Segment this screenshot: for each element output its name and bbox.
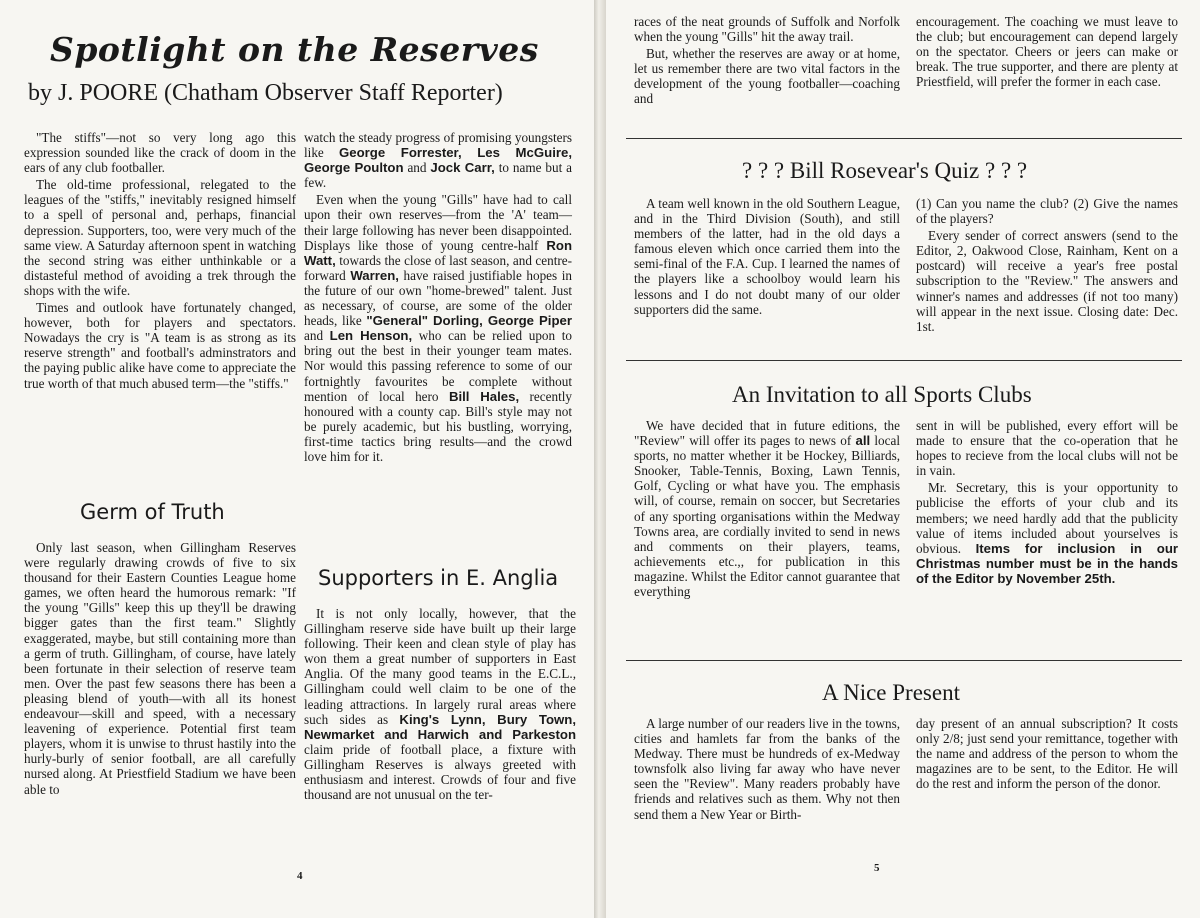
text-run: and bbox=[304, 328, 330, 344]
byline: by J. POORE (Chatham Observer Staff Reporter) bbox=[28, 80, 503, 106]
anglia-column bbox=[304, 606, 576, 804]
invitation-heading: An Invitation to all Sports Clubs bbox=[732, 382, 1032, 407]
text-run: It is not only locally, however, that the Gillingham reserve side have built up their large following. Their keen and clean style of play has won them a great number of supporters in East Anglia. Of the many good teams in the E.C.L., Gillingham could well claim to be one of the leading attractions. In largely rural areas where such sides as bbox=[304, 606, 576, 727]
present-paragraph: A large number of our readers live in the towns, cities and hamlets far from the banks of the Medway. There must be hundreds of ex-Medway townsfolk also living far away who have never seen the "Review". Many readers probably have friends and relatives such as them. Why not then send them a New Year or Birth- bbox=[634, 716, 900, 822]
column-two bbox=[304, 130, 572, 466]
spine-gutter bbox=[594, 0, 606, 918]
present-column-left bbox=[634, 716, 900, 824]
text-run: recently honoured with a county cap. Bill's style may not be purely academic, but his bustling, worrying, first-time tactics bring results—and the crowd love him for it. bbox=[304, 388, 572, 464]
germ-column bbox=[24, 540, 296, 799]
text-run: claim pride of football place, a fixture with Gillingham Reserves is always greeted with enthusiasm and interest. Crowds of four and five thousand are not unusual on the ter- bbox=[304, 741, 576, 803]
text-run: Even when the young "Gills" have had to call upon their own reserves—from the 'A' team—their large following has never been disappointed. Displays like those of young centre-half bbox=[304, 192, 572, 253]
quiz-column-right bbox=[916, 196, 1178, 336]
player-name: Warren, bbox=[350, 267, 399, 283]
text-run: to name but a few. bbox=[304, 160, 572, 191]
text-run: local sports, no matter whether it be Hockey, Billiards, Snooker, Table-Tennis, Boxing, Lawn Tennis, Golf, Cycling or what have you. The emphasis will, of course, remain on soccer, but Secretaries of any sporting organisations within the Medway Towns area, are cordially invited to send in news and comments on their players, teams, achievements etc.,, for publication in this magazine. Whilst the Editor cannot guarantee that everything bbox=[634, 433, 900, 600]
invitation-column-left bbox=[634, 418, 900, 601]
present-heading: A Nice Present bbox=[822, 680, 960, 705]
present-column-right bbox=[916, 716, 1178, 793]
text-run: and bbox=[403, 160, 431, 176]
invitation-column-right bbox=[916, 418, 1178, 588]
text-run: towards the close of last season, and centre-forward bbox=[304, 252, 572, 283]
continued-column-right bbox=[916, 14, 1178, 91]
germ-heading: Germ of Truth bbox=[80, 500, 225, 524]
continued-paragraph: races of the neat grounds of Suffolk and Norfolk when the young "Gills" hit the away trail. bbox=[634, 14, 900, 45]
text-run: We have decided that in future editions, the "Review" will offer its pages to news of bbox=[634, 418, 900, 449]
quiz-paragraph: A team well known in the old Southern League, and in the Third Division (South), and still members of the latter, had in the old days a famous eleven which once carried them into the semi-final of the F.A. Cup. I learned the names of the players like a schoolboy would learn his lessons and I do not doubt many of our older supporters did the same. bbox=[634, 196, 900, 317]
intro-paragraph: The old-time professional, relegated to the leagues of the "stiffs," inevitably resigned himself to a spell of personal and, perhaps, financial depression. Supporters, too, were very much of the same view. A Saturday afternoon spent in watching the second string was either unthinkable or a distasteful method of avoiding a trek through the shops with the wife. bbox=[24, 177, 296, 298]
quiz-heading: ? ? ? Bill Rosevear's Quiz ? ? ? bbox=[742, 158, 1028, 183]
page-number: 4 bbox=[297, 870, 303, 882]
club-names: King's Lynn, Bury Town, Newmarket and Harwich and Parkeston bbox=[304, 711, 576, 742]
player-name: Ron Watt, bbox=[304, 237, 572, 268]
player-name: Len Henson, bbox=[329, 328, 413, 344]
anglia-paragraph bbox=[304, 606, 576, 802]
text-run: have raised justifiable hopes in the future of our own "home-brewed" talent. Just as necessary, of course, are some of the older heads, like bbox=[304, 267, 572, 329]
present-paragraph: day present of an annual subscription? It costs only 2/8; just send your remittance, together with the name and address of the person to whom the magazines are to be sent, to the Editor. He will do the rest and inform the person of the donor. bbox=[916, 716, 1178, 792]
right-page bbox=[606, 0, 1200, 918]
section-divider bbox=[626, 138, 1182, 139]
left-page bbox=[0, 0, 594, 918]
invitation-paragraph: sent in will be published, every effort will be made to ensure that the co-operation that he hopes to recieve from the local clubs will not be in vain. bbox=[916, 418, 1178, 479]
continued-paragraph: But, whether the reserves are away or at home, let us remember there are two vital factors in the development of the young footballer—coaching and bbox=[634, 46, 900, 107]
intro-paragraph: "The stiffs"—not so very long ago this expression sounded like the crack of doom in the ears of any club footballer. bbox=[24, 130, 296, 176]
quiz-column-left bbox=[634, 196, 900, 319]
intro-paragraph: Times and outlook have fortunately changed, however, both for players and spectators. Nowadays the cry is "A team is as strong as its reserve strength" and football's adminstrators and the paying public alike have come to appreciate the true worth of that much abused term—the "stiffs." bbox=[24, 300, 296, 391]
quiz-paragraph: Every sender of correct answers (send to the Editor, 2, Oakwood Close, Rainham, Kent on a postcard) will receive a year's free postal subscription to the "Review." The answers and winner's names and addresses (if not too many) will appear in the next issue. Closing date: Dec. 1st. bbox=[916, 228, 1178, 334]
player-name: Bill Hales, bbox=[448, 388, 520, 404]
player-names: George Forrester, Les McGuire, George Poulton bbox=[304, 145, 572, 176]
germ-paragraph: Only last season, when Gillingham Reserves were regularly drawing crowds of five to six thousand for their Eastern Counties League home games, we often heard the humorous remark: "If the young "Gills" keep this up they'll be drawing bigger gates than the first team." Slightly exaggerated, maybe, but still containing more than a germ of truth. Gillingham, of course, have lately been fortunate in their selection of reserve team men. Over the past few seasons there has been a pleasing blend of youth—with all its honest endeavour—skill and speed, with a necessary leavening of experience. Potential first team players, whom it is unwise to thrust hastily into the hurly-burly of senior football, are all carefully nursed along. At Priestfield Stadium we have been able to bbox=[24, 540, 296, 797]
continued-column-left bbox=[634, 14, 900, 109]
text-run: who can be relied upon to bring out the best in their younger team mates. Nor would this passing reference to some of our fortnightly favourites be complete without mention of local hero bbox=[304, 328, 572, 404]
anglia-heading: Supporters in E. Anglia bbox=[318, 566, 559, 590]
section-divider bbox=[626, 360, 1182, 361]
column-two-paragraph bbox=[304, 130, 572, 190]
page-title: Spotlight on the Reserves bbox=[50, 30, 539, 69]
continued-paragraph: encouragement. The coaching we must leave to the club; but encouragement can depend largely on the spectator. Cheers or jeers can make or break. The true supporter, and there are plenty at Priestfield, will prefer the former in each case. bbox=[916, 14, 1178, 90]
emphasis: all bbox=[855, 433, 871, 449]
column-two-paragraph bbox=[304, 192, 572, 464]
page-number: 5 bbox=[874, 862, 880, 874]
deadline-notice: Items for inclusion in our Christmas number must be in the hands of the Editor by November 25th. bbox=[916, 540, 1179, 586]
intro-column bbox=[24, 130, 296, 393]
invitation-paragraph bbox=[916, 480, 1178, 586]
text-run: Mr. Secretary, this is your opportunity to publicise the efforts of your club and its members; we need hardly add that the publicity value of items included about yourselves is obvious. bbox=[916, 480, 1178, 556]
quiz-paragraph: (1) Can you name the club? (2) Give the names of the players? bbox=[916, 196, 1178, 227]
player-names: "General" Dorling, George Piper bbox=[366, 313, 572, 329]
text-run: watch the steady progress of promising youngsters like bbox=[304, 130, 572, 161]
section-divider bbox=[626, 660, 1182, 661]
invitation-paragraph bbox=[634, 418, 900, 599]
player-name: Jock Carr, bbox=[430, 160, 495, 176]
